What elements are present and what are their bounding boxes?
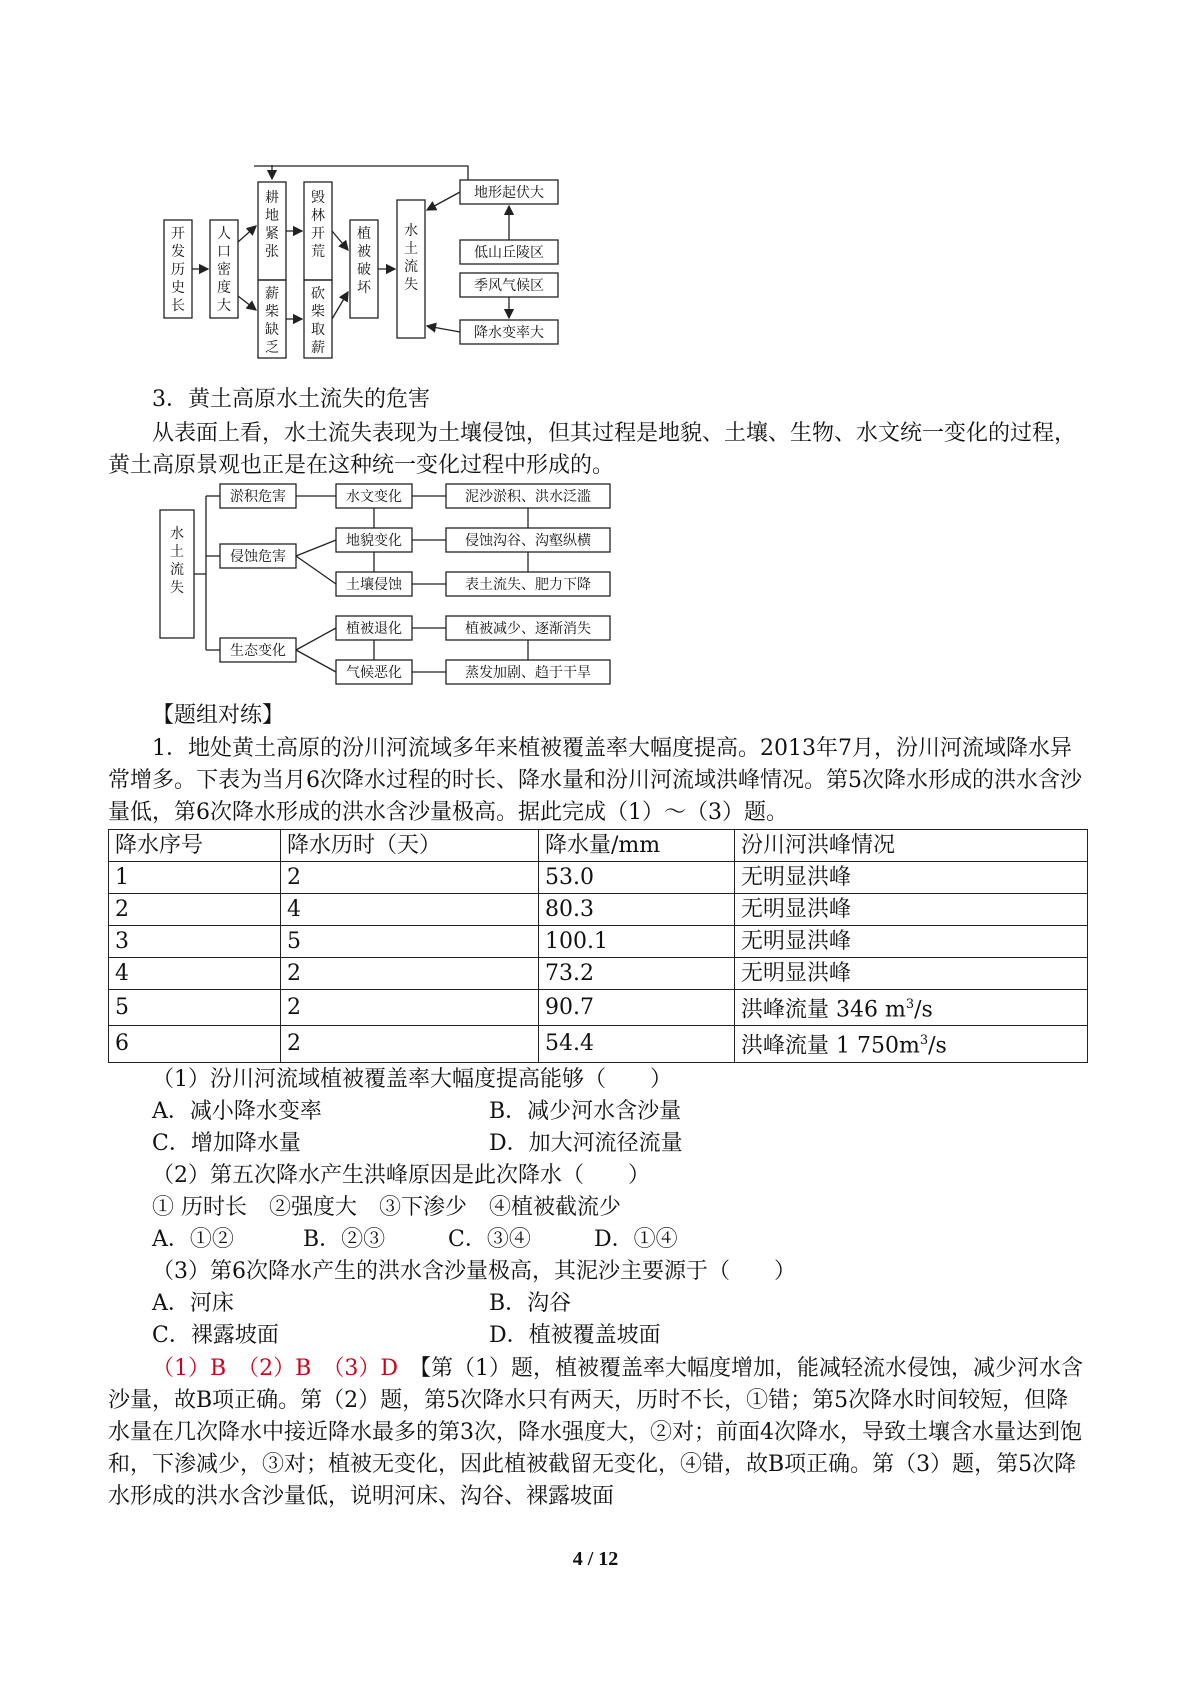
- table-cell: 无明显洪峰: [735, 862, 1088, 894]
- hazard-ecology: 生态变化: [230, 643, 286, 659]
- q3-option-d: D．植被覆盖坡面: [489, 1323, 661, 1348]
- effect-vegetation: 植被减少、逐渐消失: [465, 621, 591, 637]
- q3-option-a: A．河床: [152, 1291, 234, 1316]
- node-history: 开发历史长: [171, 226, 185, 314]
- flow-unit: /s: [928, 1033, 947, 1059]
- node-terrain: 地形起伏大: [474, 185, 544, 201]
- section3-heading: 3．黄土高原水土流失的危害: [152, 387, 430, 412]
- table-row: [109, 1026, 1088, 1062]
- node-hills: 低山丘陵区: [474, 245, 544, 261]
- flow-value: 洪峰流量 346 m: [741, 997, 906, 1023]
- table-header-row: [109, 830, 1088, 862]
- node-cut-firewood: 砍柴取薪: [311, 286, 325, 356]
- table-cell: 53.0: [539, 862, 735, 894]
- change-climate: 气候恶化: [346, 665, 402, 681]
- node-veg-damage: 植被破坏: [357, 226, 371, 296]
- node-rainfall: 降水变率大: [474, 325, 544, 341]
- table-cell: 6: [109, 1026, 281, 1062]
- table-cell: 2: [281, 862, 539, 894]
- q2-option-d: D．①④: [594, 1227, 678, 1252]
- answer-explanation: 【第（1）题，植被覆盖率大幅度增加，能减轻流水侵蚀，减少河水含沙量，故B项正确。第（2）题，第5次降水只有两天，历时不长，①错；第5次降水时间较短，但降水量在几次降水中接近降水最多的第3次，降水强度大，②对；前面4次降水，导致土壤含水量达到饱和，下渗减少，③对；植被无变化，因此植被截留无变化，④错，故B项正确。第（3）题，第5次降水形成的洪水含沙量低，说明河床、沟谷、裸露坡面: [108, 1356, 1083, 1509]
- table-cell: 4: [281, 894, 539, 926]
- superscript: 3: [905, 997, 915, 1012]
- q3-option-c: C．裸露坡面: [152, 1323, 279, 1348]
- effect-topsoil: 表土流失、肥力下降: [465, 577, 591, 593]
- table-cell: 5: [281, 926, 539, 958]
- table-header: 降水量/mm: [539, 830, 735, 862]
- flow-value: 洪峰流量 1 750m: [741, 1033, 920, 1059]
- table-cell: [735, 990, 1088, 1026]
- table-cell: 90.7: [539, 990, 735, 1026]
- node-population: 人口密度大: [217, 226, 231, 314]
- table-cell: 2: [281, 958, 539, 990]
- table-header: 降水序号: [109, 830, 281, 862]
- exercise-question: 1．地处黄土高原的汾川河流域多年来植被覆盖率大幅度提高。2013年7月，汾川河流域降水异常增多。下表为当月6次降水过程的时长、降水量和汾川河流域洪峰情况。第5次降水形成的洪水含沙量低，第6次降水形成的洪水含沙量极高。据此完成（1）～（3）题。: [108, 736, 1082, 825]
- table-cell: 无明显洪峰: [735, 958, 1088, 990]
- table-row: [109, 894, 1088, 926]
- change-landform: 地貌变化: [346, 533, 402, 549]
- table-cell: 1: [109, 862, 281, 894]
- q1-option-c: C．增加降水量: [152, 1131, 301, 1156]
- change-soil: 土壤侵蚀: [346, 577, 402, 593]
- q1-option-a: A．减小降水变率: [152, 1099, 322, 1124]
- table-cell: 5: [109, 990, 281, 1026]
- table-cell: 无明显洪峰: [735, 894, 1088, 926]
- answer-paragraph: [108, 1353, 1088, 1513]
- flow-unit: /s: [914, 997, 933, 1023]
- effect-drought: 蒸发加剧、趋于干旱: [465, 665, 591, 681]
- effect-flood: 泥沙淤积、洪水泛滥: [465, 489, 591, 505]
- q2-option-c: C．③④: [448, 1227, 531, 1252]
- q1-stem: （1）汾川河流域植被覆盖率大幅度提高能够（ ）: [152, 1067, 672, 1092]
- table-row: [109, 926, 1088, 958]
- q3-option-b: B．沟谷: [489, 1291, 572, 1316]
- table-header: 降水历时（天）: [281, 830, 539, 862]
- table-cell: 73.2: [539, 958, 735, 990]
- node-farmland: 耕地紧张: [265, 190, 279, 260]
- node-firewood-lack: 薪柴缺乏: [265, 286, 279, 356]
- table-row: [109, 990, 1088, 1026]
- q3-stem: （3）第6次降水产生的洪水含沙量极高，其泥沙主要源于（ ）: [152, 1259, 796, 1284]
- table-cell: 2: [281, 990, 539, 1026]
- q2-items: ① 历时长 ②强度大 ③下渗少 ④植被截流少: [152, 1195, 621, 1220]
- table-cell: 无明显洪峰: [735, 926, 1088, 958]
- change-hydrology: 水文变化: [346, 489, 402, 505]
- q2-option-b: B．②③: [303, 1227, 386, 1252]
- section3-body: 从表面上看，水土流失表现为土壤侵蚀，但其过程是地貌、土壤、生物、水文统一变化的过程，黄土高原景观也正是在这种统一变化过程中形成的。: [108, 421, 1077, 478]
- table-cell: 4: [109, 958, 281, 990]
- page-number: 4 / 12: [572, 1548, 619, 1570]
- hazard-erosion: 侵蚀危害: [230, 549, 286, 565]
- q1-option-d: D．加大河流径流量: [489, 1131, 683, 1156]
- table-cell: [735, 1026, 1088, 1062]
- node-erosion: 水土流失: [404, 223, 418, 293]
- node-monsoon: 季风气候区: [474, 278, 544, 294]
- hazard-root: 水土流失: [170, 526, 184, 596]
- node-deforest: 毁林开荒: [311, 190, 325, 260]
- hazards-diagram: [150, 478, 620, 686]
- rainfall-table: [108, 829, 1088, 1063]
- exercise-heading: 【题组对练】: [152, 703, 285, 728]
- table-cell: 2: [281, 1026, 539, 1062]
- table-header: 汾川河洪峰情况: [735, 830, 1088, 862]
- table-cell: 54.4: [539, 1026, 735, 1062]
- q1-option-b: B．减少河水含沙量: [489, 1099, 682, 1124]
- causes-diagram: [150, 160, 570, 365]
- change-vegetation: 植被退化: [346, 621, 402, 637]
- table-cell: 3: [109, 926, 281, 958]
- hazard-siltation: 淤积危害: [230, 489, 286, 505]
- answer-key: （1）B （2）B （3）D: [152, 1356, 398, 1381]
- table-cell: 80.3: [539, 894, 735, 926]
- table-row: [109, 862, 1088, 894]
- effect-gully: 侵蚀沟谷、沟壑纵横: [465, 533, 591, 549]
- q2-stem: （2）第五次降水产生洪峰原因是此次降水（ ）: [152, 1163, 650, 1188]
- table-cell: 100.1: [539, 926, 735, 958]
- q2-option-a: A．①②: [152, 1227, 234, 1252]
- table-row: [109, 958, 1088, 990]
- table-cell: 2: [109, 894, 281, 926]
- superscript: 3: [919, 1033, 929, 1049]
